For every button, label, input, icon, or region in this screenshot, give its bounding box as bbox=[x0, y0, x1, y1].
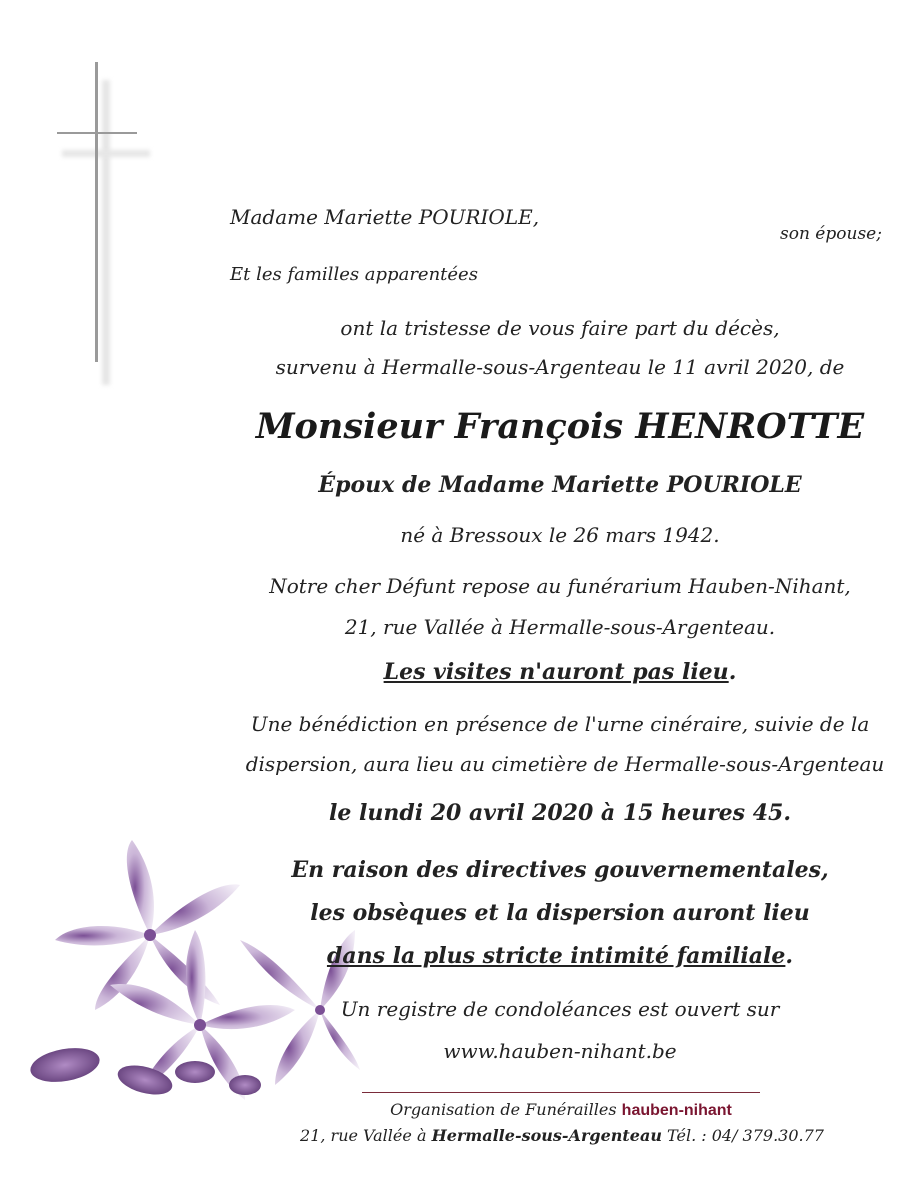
cross-shadow-bar bbox=[62, 150, 150, 157]
lily-bud bbox=[175, 1061, 215, 1083]
ceremony-line-1: Une bénédiction en présence de l'urne cinéraire, suivie de la bbox=[250, 712, 870, 736]
announcement-line-2: survenu à Hermalle-sous-Argenteau le 11 avril 2020, de bbox=[275, 355, 845, 379]
notice-line-2: les obsèques et la dispersion auront lieu bbox=[310, 900, 810, 926]
footer-divider bbox=[362, 1092, 760, 1093]
brand-logo: hauben-nihant bbox=[621, 1102, 732, 1119]
footer-organisation bbox=[362, 1100, 760, 1120]
notice-line-1: En raison des directives gouvernementales, bbox=[291, 857, 829, 883]
footer-phone: Tél. : 04/ 379.30.77 bbox=[667, 1126, 824, 1145]
ceremony-date: le lundi 20 avril 2020 à 15 heures 45. bbox=[328, 800, 791, 826]
notice-intimacy: dans la plus stricte intimité familiale bbox=[326, 943, 786, 969]
lily-bud bbox=[229, 1075, 261, 1095]
footer-org-prefix: Organisation de Funérailles bbox=[390, 1100, 617, 1119]
notice-dot: . bbox=[785, 943, 794, 969]
footer-address-prefix: 21, rue Vallée à bbox=[300, 1126, 427, 1145]
ceremony-line-2: dispersion, aura lieu au cimetière de Hermalle-sous-Argenteau bbox=[245, 752, 885, 776]
spouse-role: son épouse; bbox=[780, 224, 882, 244]
born-line: né à Bressoux le 26 mars 1942. bbox=[400, 523, 720, 547]
cross-bar bbox=[57, 132, 137, 134]
notice-line-3 bbox=[220, 943, 900, 969]
announcement-line-1: ont la tristesse de vous faire part du décès, bbox=[340, 316, 780, 340]
registry-line: Un registre de condoléances est ouvert sur bbox=[340, 997, 780, 1021]
visits-line bbox=[220, 659, 900, 685]
rest-line-1: Notre cher Défunt repose au funérarium Hauben-Nihant, bbox=[269, 574, 851, 598]
spouse-of: Époux de Madame Mariette POURIOLE bbox=[318, 472, 802, 498]
families-line: Et les familles apparentées bbox=[230, 264, 478, 285]
deceased-name: Monsieur François HENROTTE bbox=[255, 406, 865, 447]
lily-bud bbox=[30, 1043, 102, 1087]
footer-town: Hermalle-sous-Argenteau bbox=[431, 1126, 662, 1145]
visits-dot: . bbox=[728, 659, 737, 685]
cross-icon bbox=[95, 62, 98, 362]
spouse-name: Madame Mariette POURIOLE, bbox=[230, 205, 540, 229]
cross-shadow bbox=[102, 80, 110, 385]
lily-flower-1 bbox=[55, 840, 240, 1010]
registry-url[interactable]: www.hauben-nihant.be bbox=[443, 1039, 677, 1063]
footer-address bbox=[272, 1126, 852, 1145]
rest-line-2: 21, rue Vallée à Hermalle-sous-Argenteau. bbox=[344, 615, 776, 639]
visits-text: Les visites n'auront pas lieu bbox=[383, 659, 729, 685]
